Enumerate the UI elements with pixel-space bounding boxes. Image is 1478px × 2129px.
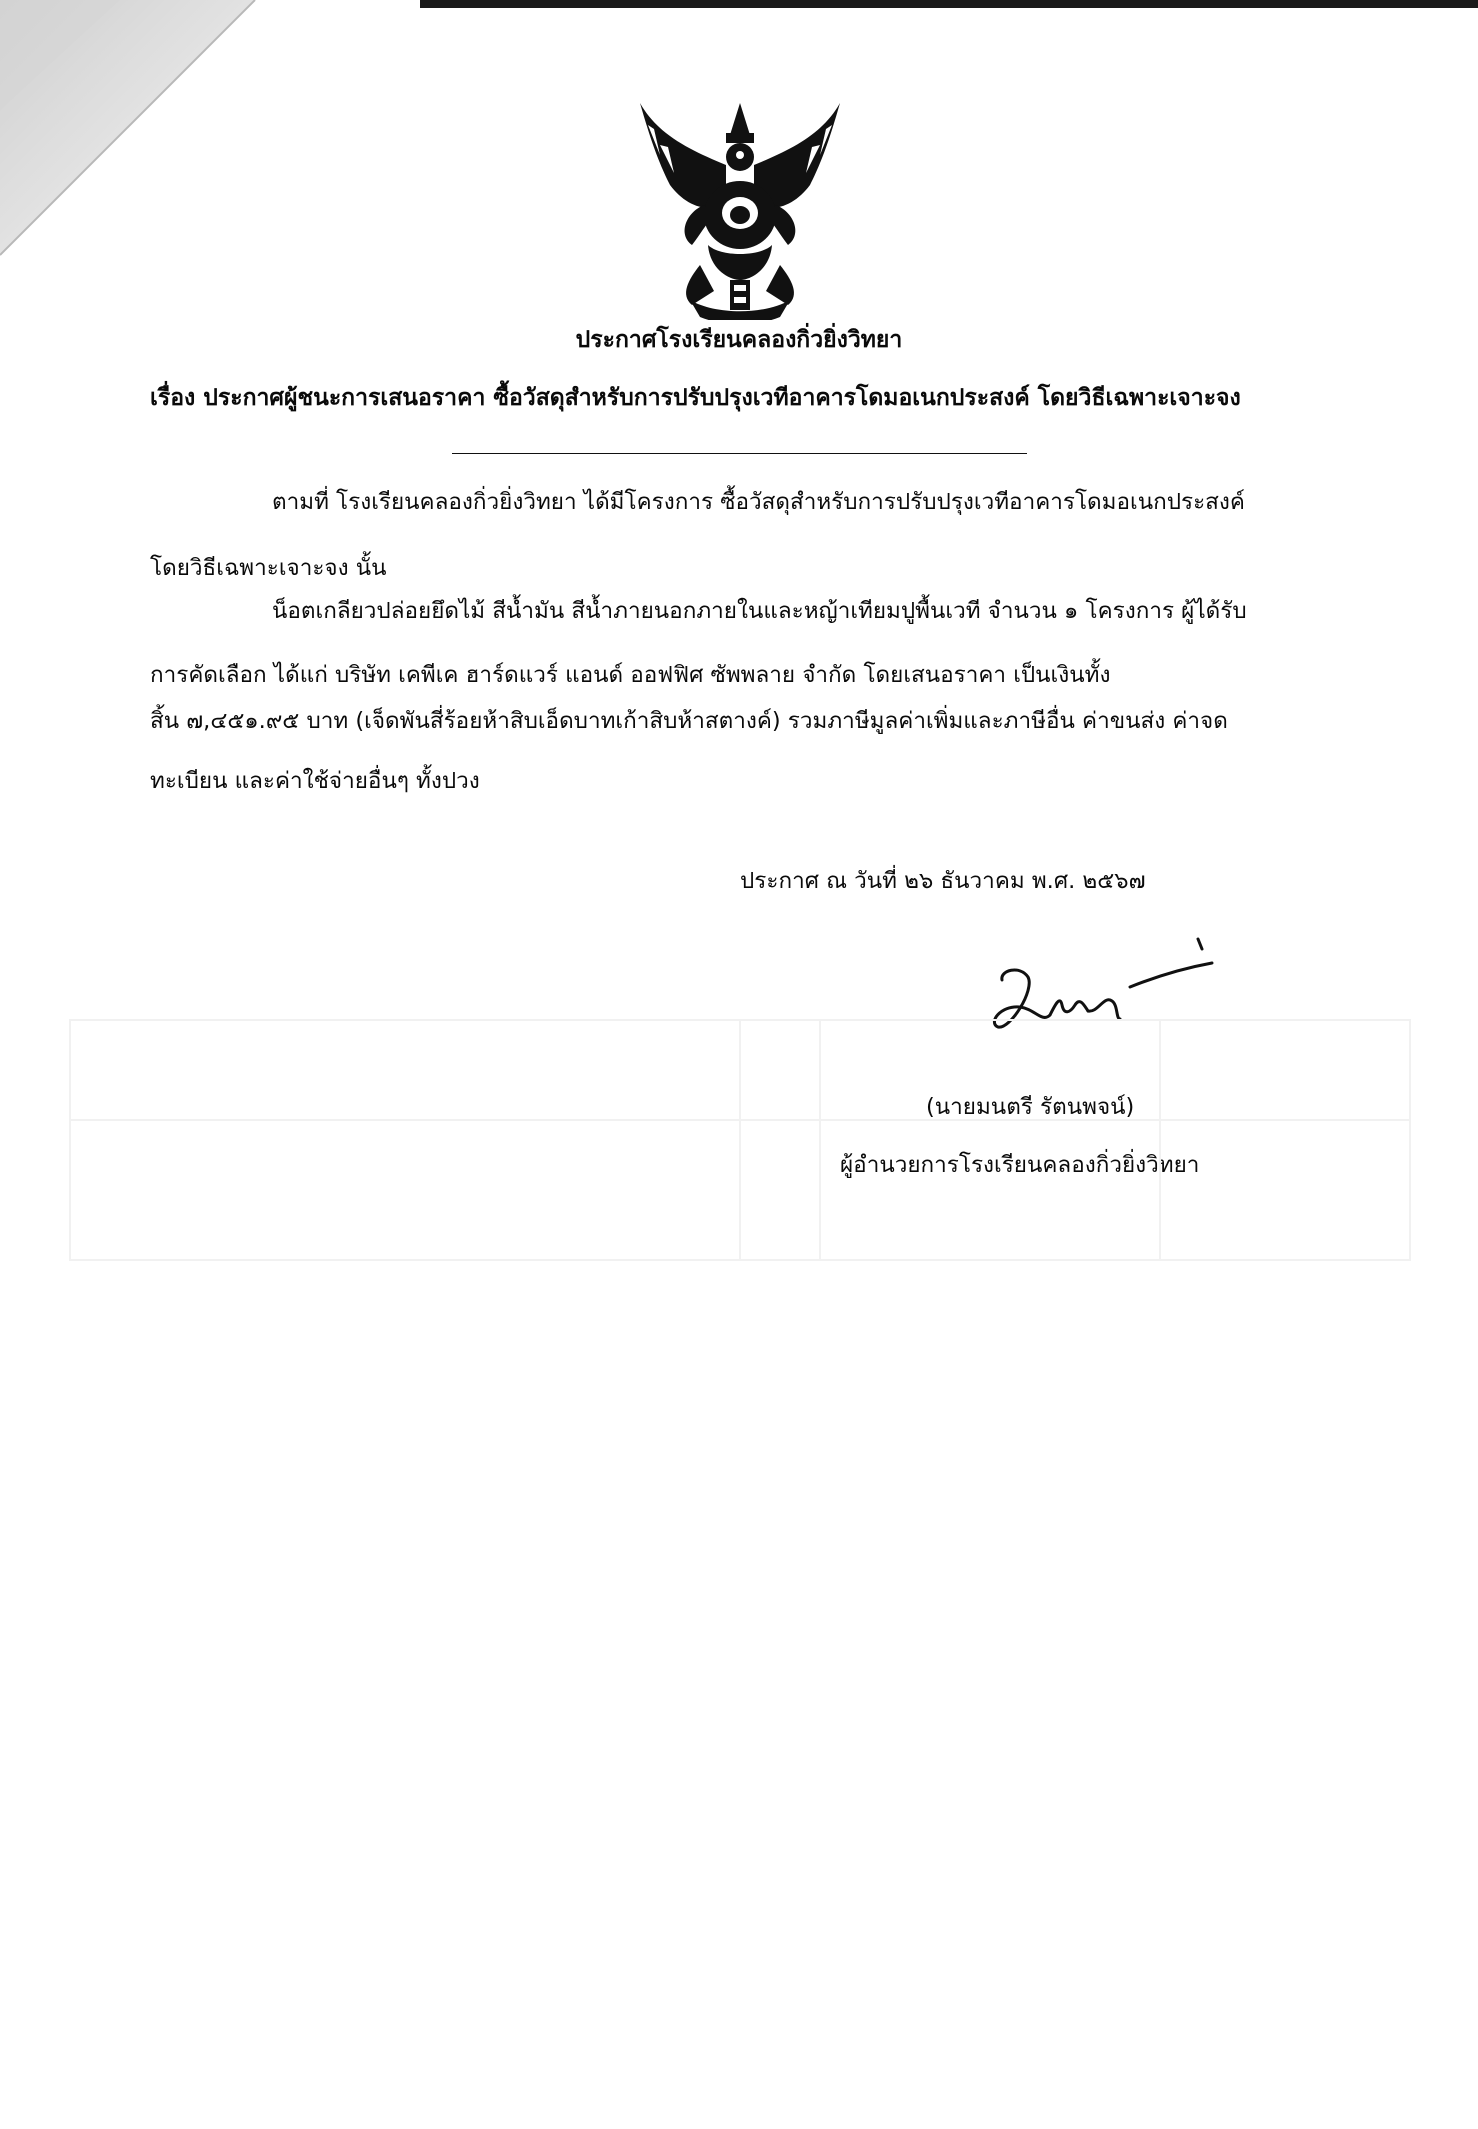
scan-edge-strip [420, 0, 1478, 8]
paragraph-1-line-2: โดยวิธีเฉพาะเจาะจง นั้น [150, 555, 387, 581]
garuda-emblem-icon [630, 95, 850, 320]
title-divider [452, 453, 1027, 454]
paragraph-2-line-2: การคัดเลือก ได้แก่ บริษัท เคพีเค ฮาร์ดแวร์ แอนด์ ออฟฟิศ ซัพพลาย จำกัด โดยเสนอราคา เป็นเงินทั้ง [150, 662, 1111, 688]
paragraph-2-line-4: ทะเบียน และค่าใช้จ่ายอื่นๆ ทั้งปวง [150, 768, 480, 794]
paper-show-through [0, 900, 1478, 2129]
signer-name: (นายมนตรี รัตนพจน์) [926, 1094, 1135, 1120]
corner-fold-shadow [0, 0, 300, 270]
announcement-title: ประกาศโรงเรียนคลองกิ่วยิ่งวิทยา [575, 327, 903, 353]
paragraph-2-line-3: สิ้น ๗,๔๕๑.๙๕ บาท (เจ็ดพันสี่ร้อยห้าสิบเอ็ดบาทเก้าสิบห้าสตางค์) รวมภาษีมูลค่าเพิ่มและภาษีอื่น ค่าขนส่ง ค่าจด [150, 708, 1228, 734]
announcement-subject: เรื่อง ประกาศผู้ชนะการเสนอราคา ซื้อวัสดุสำหรับการปรับปรุงเวทีอาคารโดมอเนกประสงค์ โดยวิธีเฉพาะเจาะจง [150, 385, 1241, 411]
paragraph-1-line-1: ตามที่ โรงเรียนคลองกิ่วยิ่งวิทยา ได้มีโครงการ ซื้อวัสดุสำหรับการปรับปรุงเวทีอาคารโดมอเนกประสงค์ [272, 489, 1245, 515]
signer-position: ผู้อำนวยการโรงเรียนคลองกิ่วยิ่งวิทยา [840, 1152, 1200, 1178]
announcement-date: ประกาศ ณ วันที่ ๒๖ ธันวาคม พ.ศ. ๒๕๖๗ [740, 868, 1146, 894]
paragraph-2-line-1: น็อตเกลียวปล่อยยึดไม้ สีน้ำมัน สีน้ำภายนอกภายในและหญ้าเทียมปูพื้นเวที จำนวน ๑ โครงการ ผู้ได้รับ [272, 598, 1247, 624]
